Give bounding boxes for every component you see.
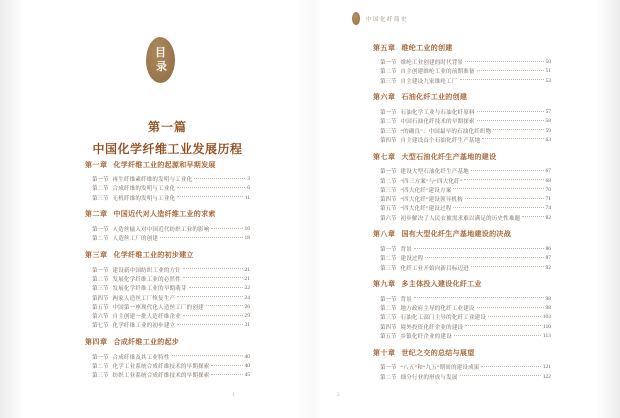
toc-entry bbox=[373, 331, 551, 340]
section-page-number: 87 bbox=[545, 255, 551, 262]
running-header bbox=[352, 12, 408, 25]
chapter-heading bbox=[373, 348, 551, 357]
section-page-number: 40 bbox=[244, 353, 250, 360]
toc-entry bbox=[85, 311, 250, 320]
toc-entry bbox=[85, 302, 250, 311]
section-page-number: 53 bbox=[545, 77, 551, 84]
section-title: 自主建设首个石油化纤生产基地 bbox=[400, 137, 481, 144]
toc-right-column bbox=[373, 43, 551, 389]
section-number: 第一节 bbox=[92, 354, 109, 361]
chapter-title: 合成纤维工业的起步 bbox=[113, 339, 180, 347]
section-number: 第四节 bbox=[92, 295, 109, 302]
section-page-number: 67 bbox=[545, 168, 551, 175]
chapter-heading bbox=[373, 230, 551, 239]
chapter-number: 第二章 bbox=[85, 211, 108, 219]
dot-leader bbox=[206, 305, 243, 306]
booklet-seal-icon bbox=[352, 12, 360, 25]
toc-entry bbox=[85, 265, 250, 274]
section-page-number: 16 bbox=[244, 226, 250, 233]
section-number: 第三节 bbox=[380, 265, 397, 272]
section-page-number: 63 bbox=[545, 136, 551, 143]
dot-leader bbox=[177, 196, 242, 197]
chapter-heading bbox=[373, 43, 551, 52]
toc-entry bbox=[85, 274, 250, 283]
toc-entry bbox=[373, 135, 551, 144]
section-title: “四三方案”与“四大化纤” bbox=[400, 178, 463, 185]
toc-entry bbox=[85, 184, 250, 193]
section-number: 第二节 bbox=[380, 306, 397, 313]
section-title: 石油化工部门主导的化纤工业建设 bbox=[400, 315, 487, 322]
section-number: 第二节 bbox=[380, 256, 397, 263]
section-title: 石油化学工业与石油化纤原料 bbox=[400, 110, 475, 117]
section-page-number: 68 bbox=[545, 177, 551, 184]
toc-entry bbox=[373, 58, 551, 67]
folio-left-page-number: 1 bbox=[232, 392, 235, 398]
toc-chapter bbox=[373, 43, 551, 85]
toc-chapter bbox=[85, 338, 250, 380]
section-title: 化学工业系统合成纤维技术的早期探索 bbox=[112, 364, 210, 370]
dot-leader bbox=[172, 355, 243, 356]
chapter-heading bbox=[85, 210, 250, 219]
section-number: 第三节 bbox=[380, 78, 397, 85]
chapter-heading bbox=[85, 338, 250, 347]
section-page-number: 92 bbox=[545, 264, 551, 271]
dot-leader bbox=[471, 266, 544, 267]
dot-leader bbox=[160, 237, 242, 238]
section-number: 第一节 bbox=[92, 227, 109, 234]
section-page-number: 57 bbox=[545, 109, 551, 116]
dot-leader bbox=[493, 129, 543, 130]
toc-entry bbox=[85, 224, 250, 233]
dot-leader bbox=[465, 325, 541, 326]
section-number: 第五节 bbox=[380, 206, 397, 213]
section-title: “四大化纤”建设领导机构 bbox=[400, 197, 463, 204]
section-title: 境外投资化纤企业的建设 bbox=[400, 324, 464, 331]
section-number: 第六节 bbox=[92, 314, 109, 321]
toc-seal-icon bbox=[146, 37, 175, 83]
dot-leader bbox=[465, 61, 543, 62]
toc-entry bbox=[373, 117, 551, 126]
toc-entry bbox=[85, 371, 250, 380]
section-page-number: 18 bbox=[244, 235, 250, 242]
chapter-heading bbox=[373, 152, 551, 161]
section-page-number: 11 bbox=[244, 194, 250, 201]
section-number: 第一节 bbox=[380, 169, 397, 176]
section-page-number: 51 bbox=[545, 68, 551, 75]
section-number: 第三节 bbox=[92, 195, 109, 202]
page-gutter bbox=[296, 0, 324, 418]
section-page-number: 110 bbox=[542, 323, 551, 330]
toc-chapter bbox=[373, 280, 551, 341]
toc-entry bbox=[373, 107, 551, 116]
toc-entry bbox=[373, 313, 551, 322]
section-title: 中国第一座现代化人造丝工厂的创建 bbox=[112, 304, 204, 311]
section-title: “的确良”：中国最早的石油化纤织物 bbox=[400, 128, 492, 135]
section-number: 第四节 bbox=[380, 324, 397, 331]
folio-right-page-number: 2 bbox=[337, 392, 340, 398]
section-title: 自主创建一批人造纤维企业 bbox=[112, 314, 181, 321]
chapter-heading bbox=[85, 250, 250, 259]
toc-entry bbox=[85, 284, 250, 293]
toc-chapter bbox=[373, 230, 551, 272]
dot-leader bbox=[477, 120, 544, 121]
section-page-number: 98 bbox=[545, 295, 551, 302]
toc-chapter bbox=[85, 210, 250, 243]
section-number: 第一节 bbox=[380, 296, 397, 303]
section-page-number: 121 bbox=[542, 364, 551, 371]
section-title: 背景 bbox=[400, 247, 412, 253]
chapter-title: 世纪之交的总结与展望 bbox=[401, 349, 475, 357]
toc-entry bbox=[85, 293, 250, 302]
chapter-number: 第六章 bbox=[373, 94, 396, 102]
chapter-number: 第七章 bbox=[373, 153, 396, 161]
section-title: 合成纤维及其工业特性 bbox=[112, 354, 170, 361]
toc-entry bbox=[373, 244, 551, 253]
section-number: 第二节 bbox=[380, 69, 397, 76]
toc-chapter bbox=[373, 93, 551, 145]
dot-leader bbox=[477, 70, 544, 71]
part-heading bbox=[85, 118, 250, 157]
section-title: 化学纤维工业的初步建立 bbox=[112, 323, 176, 330]
section-title: 背景 bbox=[400, 296, 412, 303]
toc-entry bbox=[373, 213, 551, 222]
section-title: 人造丝工厂的创建 bbox=[112, 236, 159, 243]
section-page-number: 22 bbox=[244, 285, 250, 292]
section-title: “四大化纤”建设过程 bbox=[400, 206, 452, 213]
chapter-heading bbox=[85, 160, 250, 169]
section-number: 第三节 bbox=[92, 286, 109, 293]
section-title: 建设新中国纺织工业的方针 bbox=[112, 267, 181, 274]
chapter-title: 多主体投入建设化纤工业 bbox=[401, 281, 482, 289]
dot-leader bbox=[211, 374, 242, 375]
toc-entry bbox=[373, 76, 551, 85]
section-page-number: 70 bbox=[545, 186, 551, 193]
section-page-number: 58 bbox=[545, 118, 551, 125]
toc-entry bbox=[85, 175, 250, 184]
section-page-number: 31 bbox=[244, 322, 250, 329]
dot-leader bbox=[425, 257, 543, 258]
toc-entry bbox=[373, 185, 551, 194]
chapter-number: 第五章 bbox=[373, 44, 396, 52]
toc-entry bbox=[85, 352, 250, 361]
section-title: 人造丝输入对中国近代纺织工业的影响 bbox=[112, 227, 210, 234]
toc-entry bbox=[373, 304, 551, 313]
section-number: 第一节 bbox=[380, 60, 397, 67]
section-page-number: 98 bbox=[545, 305, 551, 312]
section-page-number: 74 bbox=[545, 205, 551, 212]
section-number: 第二节 bbox=[380, 119, 397, 126]
dot-leader bbox=[460, 375, 541, 376]
toc-entry bbox=[373, 294, 551, 303]
section-title: 自主建设九家维纶工厂 bbox=[400, 78, 458, 85]
section-number: 第二节 bbox=[92, 186, 109, 193]
section-page-number: 103 bbox=[542, 314, 551, 321]
part-title: 中国化学纤维工业发展历程 bbox=[92, 142, 243, 156]
section-title: 两家人造丝工厂恢复生产 bbox=[112, 295, 176, 302]
section-page-number: 6 bbox=[247, 185, 250, 192]
chapter-title: 化学纤维工业的起源和早期发展 bbox=[113, 161, 216, 169]
chapter-number: 第一章 bbox=[85, 161, 108, 169]
dot-leader bbox=[177, 187, 245, 188]
section-title: 建设过程 bbox=[400, 256, 424, 263]
section-page-number: 86 bbox=[545, 246, 551, 252]
dot-leader bbox=[460, 79, 544, 80]
chapter-title: 国有大型化纤生产基地建设的决战 bbox=[401, 231, 511, 239]
dot-leader bbox=[183, 277, 243, 278]
chapter-heading bbox=[373, 93, 551, 102]
section-title: 中国石油化纤技术的早期探索 bbox=[400, 119, 475, 126]
dot-leader bbox=[414, 297, 544, 298]
section-page-number: 45 bbox=[244, 372, 250, 379]
section-number: 第三节 bbox=[380, 128, 397, 135]
toc-entry bbox=[85, 361, 250, 370]
dot-leader bbox=[465, 198, 544, 199]
section-title: 无机纤维的发明与工业化 bbox=[112, 195, 176, 202]
section-page-number: 59 bbox=[545, 127, 551, 134]
section-title: 合成纤维的发明与工业化 bbox=[112, 186, 176, 193]
dot-leader bbox=[414, 248, 544, 249]
section-number: 第二节 bbox=[380, 374, 397, 381]
dot-leader bbox=[183, 315, 243, 316]
toc-chapter bbox=[373, 348, 551, 381]
toc-entry bbox=[373, 254, 551, 263]
dot-leader bbox=[471, 170, 544, 171]
section-number: 第二节 bbox=[380, 178, 397, 185]
chapter-number: 第九章 bbox=[373, 281, 396, 289]
section-number: 第四节 bbox=[380, 137, 397, 144]
section-title: 初步解决了人民衣被需求难以满足的历史性难题 bbox=[400, 215, 521, 222]
toc-entry bbox=[373, 204, 551, 213]
dot-leader bbox=[453, 188, 543, 189]
section-page-number: 50 bbox=[545, 59, 551, 66]
section-number: 第一节 bbox=[380, 247, 397, 253]
section-page-number: 113 bbox=[542, 333, 551, 340]
dot-leader bbox=[464, 179, 543, 180]
section-title: 建设大型石油化纤生产基地 bbox=[400, 169, 469, 176]
section-title: 细分行业的形成与发展 bbox=[400, 374, 458, 381]
section-title: 再生纤维素纤维的发明与工业化 bbox=[112, 177, 193, 184]
toc-entry bbox=[373, 176, 551, 185]
section-page-number: 24 bbox=[244, 294, 250, 301]
section-number: 第五节 bbox=[92, 304, 109, 311]
dot-leader bbox=[211, 365, 242, 366]
section-page-number: 26 bbox=[244, 303, 250, 310]
page-edge-right bbox=[596, 0, 620, 418]
part-label: 第一篇 bbox=[147, 120, 187, 134]
section-page-number: 21 bbox=[244, 275, 250, 282]
section-page-number: 122 bbox=[542, 373, 551, 380]
section-number: 第二节 bbox=[92, 364, 109, 370]
section-title: 化纤工业开始向新目标迈进 bbox=[400, 265, 469, 272]
dot-leader bbox=[211, 228, 242, 229]
section-title: 纺织工业系统合成纤维技术的早期探索 bbox=[112, 373, 210, 380]
section-title: 发展化学纤维工业的必然性 bbox=[112, 276, 181, 283]
dot-leader bbox=[453, 207, 543, 208]
dot-leader bbox=[522, 216, 543, 217]
dot-leader bbox=[183, 268, 243, 269]
toc-seal-char-top: 目 bbox=[155, 47, 166, 59]
section-title: “八五”和“九五”期间的建设成果 bbox=[400, 365, 480, 372]
toc-chapter bbox=[373, 152, 551, 222]
section-page-number: 29 bbox=[244, 313, 250, 320]
dot-leader bbox=[477, 111, 544, 112]
section-page-number: 40 bbox=[244, 363, 250, 369]
chapter-number: 第三章 bbox=[85, 251, 108, 259]
dot-leader bbox=[177, 296, 242, 297]
toc-entry bbox=[373, 263, 551, 272]
chapter-title: 维纶工业的创建 bbox=[401, 44, 453, 52]
chapter-title: 化学纤维工业的初步建立 bbox=[113, 251, 194, 259]
toc-entry bbox=[85, 321, 250, 330]
dot-leader bbox=[177, 324, 242, 325]
toc-left-column bbox=[85, 160, 250, 387]
toc-chapter bbox=[85, 250, 250, 330]
toc-chapter bbox=[85, 160, 250, 202]
section-title: 维纶工业创建的时代背景 bbox=[400, 60, 464, 67]
chapter-title: 大型石油化纤生产基地的建设 bbox=[401, 153, 497, 161]
section-title: “四大化纤”建设方案 bbox=[400, 187, 452, 194]
section-title: 发展化学纤维工业的早期萌芽 bbox=[112, 286, 187, 293]
page-edge-left bbox=[0, 0, 24, 418]
chapter-number: 第十章 bbox=[373, 349, 396, 357]
chapter-heading bbox=[373, 280, 551, 289]
section-page-number: 3 bbox=[247, 176, 250, 183]
section-number: 第三节 bbox=[92, 373, 109, 380]
section-title: 乡镇化纤企业的建设 bbox=[400, 334, 452, 341]
chapter-number: 第四章 bbox=[85, 339, 108, 347]
section-page-number: 71 bbox=[545, 196, 551, 203]
section-number: 第七节 bbox=[92, 323, 109, 330]
toc-entry bbox=[373, 67, 551, 76]
section-number: 第六节 bbox=[380, 215, 397, 222]
dot-leader bbox=[482, 138, 543, 139]
section-page-number: 21 bbox=[244, 266, 250, 273]
toc-entry bbox=[373, 194, 551, 203]
toc-entry bbox=[373, 372, 551, 381]
toc-entry bbox=[373, 126, 551, 135]
booklet-title: 中国化纤简史 bbox=[366, 16, 409, 23]
section-page-number: 82 bbox=[545, 214, 551, 221]
dot-leader bbox=[481, 366, 540, 367]
section-number: 第三节 bbox=[380, 187, 397, 194]
toc-entry bbox=[373, 322, 551, 331]
chapter-title: 石油化纤工业的创建 bbox=[401, 94, 468, 102]
dot-leader bbox=[488, 316, 541, 317]
dot-leader bbox=[189, 287, 243, 288]
toc-entry bbox=[373, 363, 551, 372]
section-number: 第二节 bbox=[92, 236, 109, 243]
section-number: 第一节 bbox=[92, 177, 109, 184]
section-number: 第二节 bbox=[92, 276, 109, 283]
dot-leader bbox=[454, 335, 541, 336]
section-number: 第一节 bbox=[380, 365, 397, 372]
toc-entry bbox=[85, 193, 250, 202]
toc-entry bbox=[85, 234, 250, 243]
dot-leader bbox=[477, 307, 544, 308]
toc-seal-char-bottom: 录 bbox=[156, 61, 167, 73]
dot-leader bbox=[194, 178, 245, 179]
toc-entry bbox=[373, 167, 551, 176]
chapter-title: 中国近代对人造纤维工业的求索 bbox=[113, 211, 216, 219]
section-number: 第一节 bbox=[380, 110, 397, 117]
section-number: 第三节 bbox=[380, 315, 397, 322]
section-title: 地方政府主导的化纤工业建设 bbox=[400, 306, 475, 313]
chapter-number: 第八章 bbox=[373, 231, 396, 239]
section-number: 第五节 bbox=[380, 334, 397, 341]
section-title: 自主创建维纶工业的前期准备 bbox=[400, 69, 475, 76]
section-number: 第一节 bbox=[92, 267, 109, 274]
section-number: 第四节 bbox=[380, 197, 397, 204]
